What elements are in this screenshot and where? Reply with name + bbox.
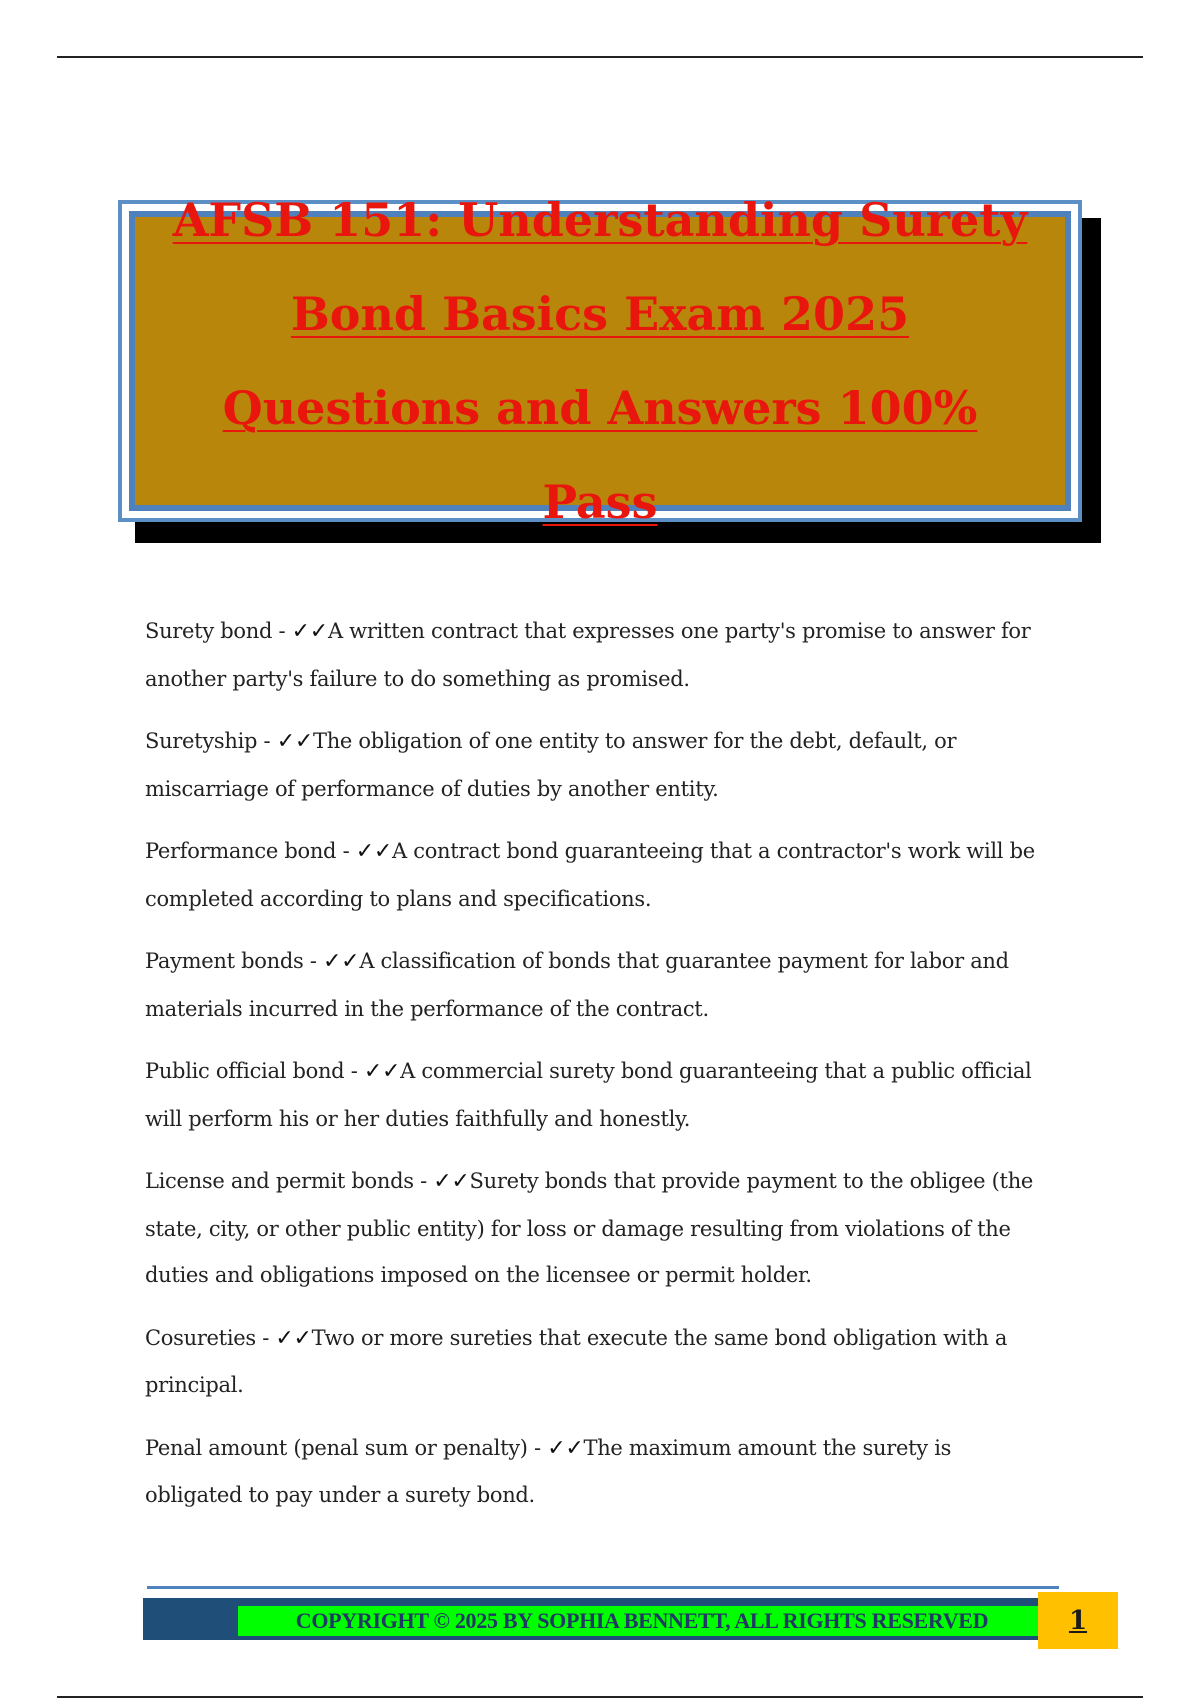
double-check-icon: ✓✓ [323, 949, 360, 974]
page-number: 1 [1068, 1605, 1088, 1636]
double-check-icon: ✓✓ [291, 619, 328, 644]
qa-entry: Performance bond - ✓✓A contract bond guaranteeing that a contractor's work will be completed according to plans and specifications. [145, 839, 1035, 911]
entry-term: License and permit bonds [145, 1169, 414, 1193]
page-number-box [1038, 1592, 1118, 1649]
qa-entry: Payment bonds - ✓✓A classification of bonds that guarantee payment for labor and materials incurred in the performance of the contract. [145, 949, 1009, 1021]
bottom-rule [57, 1696, 1143, 1698]
entry-definition: A commercial surety bond guaranteeing that a public official will perform his or her duties faithfully and honestly. [145, 1059, 1032, 1131]
qa-list [145, 608, 1050, 1535]
entry-term: Public official bond [145, 1059, 345, 1083]
double-check-icon: ✓✓ [433, 1169, 470, 1194]
entry-definition: The maximum amount the surety is obligated to pay under a surety bond. [145, 1435, 952, 1507]
double-check-icon: ✓✓ [275, 1325, 312, 1351]
qa-entry: Penal amount (penal sum or penalty) - ✓✓The maximum amount the surety is obligated to pay under a surety bond. [145, 1435, 952, 1507]
document-title: AFSB 151: Understanding Surety Bond Basics Exam 2025 Questions and Answers 100% Pass [172, 193, 1028, 529]
double-check-icon: ✓✓ [276, 729, 313, 754]
title-box-inner [129, 193, 1071, 529]
entry-term: Cosureties [145, 1325, 256, 1350]
double-check-icon: ✓✓ [355, 839, 393, 864]
double-check-icon: ✓✓ [363, 1059, 401, 1084]
entry-term: Penal amount (penal sum or penalty) [145, 1435, 528, 1460]
entry-term: Payment bonds [145, 949, 304, 973]
double-check-icon: ✓✓ [547, 1435, 584, 1461]
entry-term: Performance bond [145, 839, 337, 863]
qa-entry: Cosureties - ✓✓Two or more sureties that execute the same bond obligation with a principal. [145, 1325, 1008, 1397]
entry-definition: Two or more sureties that execute the same bond obligation with a principal. [145, 1325, 1008, 1397]
entry-term: Suretyship [145, 729, 258, 753]
qa-entry: Surety bond - ✓✓A written contract that expresses one party's promise to answer for another party's failure to do something as promised. [145, 619, 1031, 691]
entry-definition: A written contract that expresses one party's promise to answer for another party's failure to do something as promised. [145, 619, 1031, 691]
entry-definition: A classification of bonds that guarantee payment for labor and materials incurred in the performance of the contract. [145, 949, 1009, 1021]
entry-term: Surety bond [145, 619, 273, 643]
entry-definition: The obligation of one entity to answer for the debt, default, or miscarriage of performance of duties by another entity. [145, 729, 957, 801]
qa-entry: License and permit bonds - ✓✓Surety bonds that provide payment to the obligee (the state, city, or other public entity) for loss or damage resulting from violations of the duties and obligations imposed on the licensee or permit holder. [145, 1169, 1034, 1287]
entry-definition: Surety bonds that provide payment to the obligee (the state, city, or other public entity) for loss or damage resulting from violations of the duties and obligations imposed on the licensee or permit holder. [145, 1169, 1034, 1287]
qa-entry: Public official bond - ✓✓A commercial surety bond guaranteeing that a public official will perform his or her duties faithfully and honestly. [145, 1059, 1032, 1131]
footer-rule [147, 1586, 1059, 1589]
entry-definition: A contract bond guaranteeing that a contractor's work will be completed according to plans and specifications. [145, 839, 1035, 911]
qa-entry: Suretyship - ✓✓The obligation of one entity to answer for the debt, default, or miscarriage of performance of duties by another entity. [145, 729, 957, 801]
copyright-notice: COPYRIGHT © 2025 BY SOPHIA BENNETT, ALL RIGHTS RESERVED [238, 1606, 1046, 1636]
top-rule [57, 56, 1143, 58]
title-box [118, 193, 1082, 529]
